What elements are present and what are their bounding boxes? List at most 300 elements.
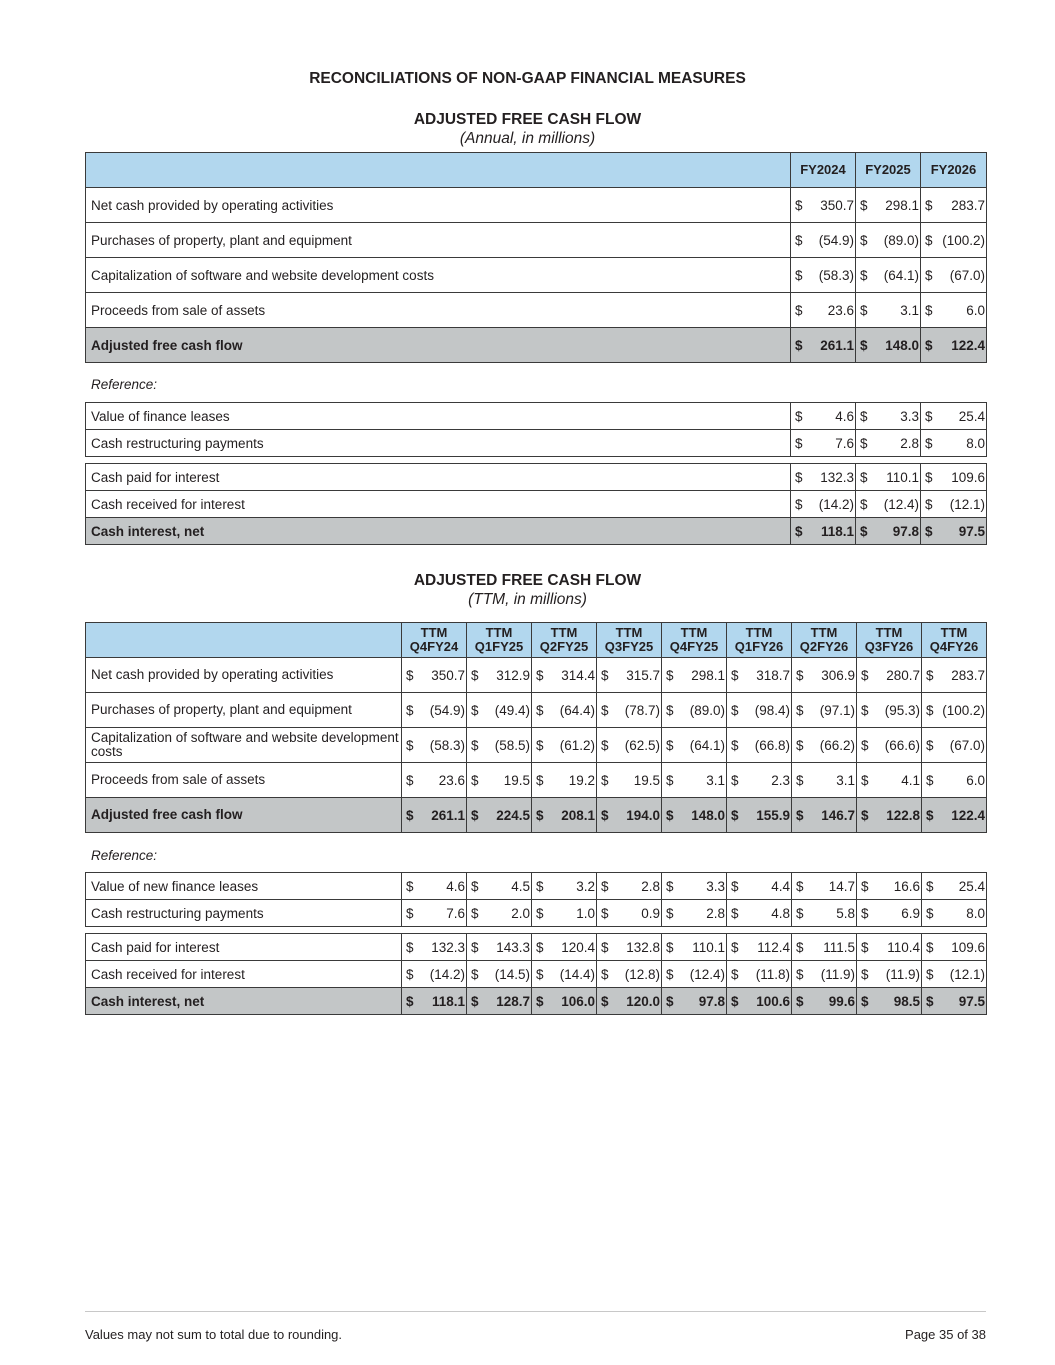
cell-value: 14.7 (828, 878, 855, 894)
value-cell-content (597, 940, 661, 955)
cell-value: 122.8 (886, 807, 920, 823)
value-cell-content (532, 773, 596, 788)
value-cell-content (402, 994, 466, 1009)
cell-value: 1.0 (576, 905, 595, 921)
cell-value: 155.9 (756, 807, 790, 823)
currency-symbol: $ (536, 702, 544, 718)
value-cell (467, 988, 532, 1015)
row-label: Adjusted free cash flow (86, 328, 791, 363)
value-cell-content (856, 268, 920, 283)
row-label: Adjusted free cash flow (86, 798, 402, 833)
ttm-reference-label: Reference: (91, 848, 158, 863)
currency-symbol: $ (731, 772, 739, 788)
value-cell-content (402, 906, 466, 921)
value-cell-content (791, 436, 855, 451)
value-cell-content (857, 773, 921, 788)
value-cell-content (532, 808, 596, 823)
currency-symbol: $ (926, 807, 934, 823)
row-label: Cash paid for interest (86, 934, 402, 961)
value-cell (662, 934, 727, 961)
annual-interest-table (85, 463, 987, 545)
value-cell-content (856, 524, 920, 539)
table-row (86, 464, 987, 491)
row-label: Capitalization of software and website development costs (86, 258, 791, 293)
currency-symbol: $ (795, 302, 803, 318)
column-header-line2: Q3FY25 (604, 639, 654, 654)
value-cell (922, 728, 987, 763)
table-row (86, 658, 987, 693)
cell-value: (12.4) (689, 966, 725, 982)
column-header-line2: Q1FY25 (474, 639, 524, 654)
value-cell (791, 403, 856, 430)
value-cell-content (532, 703, 596, 718)
value-cell (662, 961, 727, 988)
cell-value: 25.4 (958, 408, 985, 424)
cell-value: (58.3) (818, 267, 854, 283)
cell-value: (100.2) (942, 232, 985, 248)
table-row (86, 188, 987, 223)
currency-symbol: $ (796, 966, 804, 982)
currency-symbol: $ (861, 993, 869, 1009)
value-cell (597, 658, 662, 693)
value-cell (921, 430, 987, 457)
column-header-line2: Q4FY26 (929, 639, 979, 654)
value-cell (857, 763, 922, 798)
cell-value: 148.0 (691, 807, 725, 823)
cell-value: 2.8 (706, 905, 725, 921)
value-cell-content (792, 738, 856, 753)
currency-symbol: $ (860, 337, 868, 353)
value-cell-content (597, 738, 661, 753)
cell-value: (100.2) (942, 702, 985, 718)
cell-value: 97.5 (958, 993, 985, 1009)
currency-symbol: $ (860, 408, 868, 424)
cell-value: 306.9 (821, 667, 855, 683)
cell-value: (66.2) (819, 737, 855, 753)
value-cell (402, 961, 467, 988)
column-header (402, 623, 467, 658)
value-cell-content (532, 738, 596, 753)
footer-page-number: Page 35 of 38 (905, 1327, 986, 1342)
value-cell (922, 934, 987, 961)
table-row (86, 873, 987, 900)
currency-symbol: $ (666, 737, 674, 753)
value-cell (597, 728, 662, 763)
value-cell-content (921, 303, 986, 318)
value-cell (532, 728, 597, 763)
value-cell-content (856, 303, 920, 318)
cell-value: 298.1 (691, 667, 725, 683)
currency-symbol: $ (926, 939, 934, 955)
currency-symbol: $ (731, 939, 739, 955)
currency-symbol: $ (926, 667, 934, 683)
cell-value: 0.9 (641, 905, 660, 921)
value-cell-content (857, 940, 921, 955)
cell-value: 3.1 (836, 772, 855, 788)
currency-symbol: $ (925, 523, 933, 539)
value-cell-content (532, 994, 596, 1009)
value-cell-content (597, 808, 661, 823)
value-cell (662, 798, 727, 833)
value-cell-content (467, 906, 531, 921)
table-row (86, 693, 987, 728)
value-cell-content (856, 497, 920, 512)
column-header-line2: Q2FY26 (799, 639, 849, 654)
value-cell (856, 464, 921, 491)
value-cell-content (922, 906, 986, 921)
value-cell (532, 658, 597, 693)
value-cell (597, 763, 662, 798)
value-cell-content (921, 497, 986, 512)
currency-symbol: $ (471, 807, 479, 823)
currency-symbol: $ (406, 966, 414, 982)
currency-symbol: $ (926, 737, 934, 753)
value-cell-content (532, 940, 596, 955)
value-cell-content (727, 940, 791, 955)
value-cell (856, 328, 921, 363)
currency-symbol: $ (471, 905, 479, 921)
value-cell (921, 293, 987, 328)
value-cell (597, 693, 662, 728)
table-row (86, 763, 987, 798)
cell-value: 128.7 (496, 993, 530, 1009)
row-label: Net cash provided by operating activities (86, 658, 402, 693)
value-cell-content (662, 738, 726, 753)
cell-value: 312.9 (496, 667, 530, 683)
column-header (727, 623, 792, 658)
value-cell-content (856, 436, 920, 451)
cell-value: 23.6 (827, 302, 854, 318)
currency-symbol: $ (795, 496, 803, 512)
value-cell (402, 798, 467, 833)
currency-symbol: $ (796, 772, 804, 788)
value-cell (922, 798, 987, 833)
currency-symbol: $ (406, 878, 414, 894)
currency-symbol: $ (926, 966, 934, 982)
value-cell-content (467, 668, 531, 683)
header-row (86, 153, 987, 188)
value-cell-content (921, 233, 986, 248)
currency-symbol: $ (666, 702, 674, 718)
cell-value: 4.6 (835, 408, 854, 424)
currency-symbol: $ (731, 807, 739, 823)
value-cell-content (857, 906, 921, 921)
value-cell-content (791, 233, 855, 248)
cell-value: 318.7 (756, 667, 790, 683)
value-cell (662, 873, 727, 900)
currency-symbol: $ (795, 523, 803, 539)
value-cell-content (402, 668, 466, 683)
currency-symbol: $ (471, 993, 479, 1009)
value-cell (857, 693, 922, 728)
table-row (86, 961, 987, 988)
value-cell (597, 798, 662, 833)
cell-value: 4.4 (771, 878, 790, 894)
table-row (86, 223, 987, 258)
row-label: Purchases of property, plant and equipment (86, 223, 791, 258)
currency-symbol: $ (406, 993, 414, 1009)
value-cell-content (727, 994, 791, 1009)
currency-symbol: $ (471, 966, 479, 982)
currency-symbol: $ (536, 807, 544, 823)
cell-value: 143.3 (496, 939, 530, 955)
value-cell (922, 961, 987, 988)
currency-symbol: $ (860, 469, 868, 485)
currency-symbol: $ (601, 905, 609, 921)
currency-symbol: $ (731, 993, 739, 1009)
row-label: Capitalization of software and website development costs (86, 728, 402, 763)
value-cell (727, 763, 792, 798)
currency-symbol: $ (795, 197, 803, 213)
value-cell (921, 223, 987, 258)
column-header-line1: TTM (550, 625, 578, 640)
currency-symbol: $ (860, 302, 868, 318)
cell-value: (12.8) (624, 966, 660, 982)
currency-symbol: $ (471, 939, 479, 955)
cell-value: 118.1 (820, 523, 854, 539)
cell-value: 6.0 (966, 302, 985, 318)
currency-symbol: $ (406, 667, 414, 683)
value-cell-content (532, 967, 596, 982)
value-cell (856, 293, 921, 328)
value-cell (662, 728, 727, 763)
value-cell-content (662, 808, 726, 823)
value-cell (727, 658, 792, 693)
value-cell (921, 491, 987, 518)
value-cell-content (856, 470, 920, 485)
currency-symbol: $ (406, 702, 414, 718)
value-cell (402, 693, 467, 728)
currency-symbol: $ (795, 232, 803, 248)
cell-value: (49.4) (494, 702, 530, 718)
currency-symbol: $ (666, 807, 674, 823)
column-header-line1: TTM (810, 625, 838, 640)
value-cell (791, 464, 856, 491)
value-cell (597, 988, 662, 1015)
currency-symbol: $ (471, 878, 479, 894)
value-cell (727, 728, 792, 763)
footer-rounding-note: Values may not sum to total due to rounding. (85, 1327, 343, 1342)
cell-value: (12.1) (949, 496, 985, 512)
value-cell-content (922, 967, 986, 982)
value-cell-content (662, 668, 726, 683)
ttm-reference-table (85, 872, 987, 927)
value-cell-content (402, 808, 466, 823)
cell-value: (14.4) (559, 966, 595, 982)
value-cell-content (857, 879, 921, 894)
value-cell (856, 403, 921, 430)
value-cell (597, 934, 662, 961)
cell-value: 3.1 (706, 772, 725, 788)
cell-value: 2.8 (641, 878, 660, 894)
value-cell (662, 988, 727, 1015)
currency-symbol: $ (925, 232, 933, 248)
row-label: Proceeds from sale of assets (86, 293, 791, 328)
cell-value: (14.5) (494, 966, 530, 982)
value-cell (921, 188, 987, 223)
value-cell-content (402, 703, 466, 718)
value-cell (467, 873, 532, 900)
currency-symbol: $ (796, 939, 804, 955)
currency-symbol: $ (796, 993, 804, 1009)
currency-symbol: $ (861, 667, 869, 683)
row-label: Purchases of property, plant and equipment (86, 693, 402, 728)
value-cell (791, 293, 856, 328)
value-cell (402, 900, 467, 927)
value-cell-content (792, 940, 856, 955)
value-cell-content (921, 409, 986, 424)
currency-symbol: $ (536, 772, 544, 788)
currency-symbol: $ (925, 197, 933, 213)
currency-symbol: $ (795, 408, 803, 424)
value-cell-content (727, 773, 791, 788)
value-cell (857, 961, 922, 988)
value-cell-content (727, 879, 791, 894)
currency-symbol: $ (860, 232, 868, 248)
cell-value: 19.5 (503, 772, 530, 788)
value-cell (467, 934, 532, 961)
value-cell-content (727, 808, 791, 823)
currency-symbol: $ (731, 737, 739, 753)
annual-subtitle: (Annual, in millions) (459, 130, 596, 147)
value-cell-content (402, 879, 466, 894)
currency-symbol: $ (406, 807, 414, 823)
value-cell-content (662, 967, 726, 982)
value-cell (467, 728, 532, 763)
value-cell (857, 728, 922, 763)
cell-value: (61.2) (559, 737, 595, 753)
currency-symbol: $ (795, 337, 803, 353)
value-cell-content (922, 773, 986, 788)
table-row (86, 430, 987, 457)
cell-value: 8.0 (966, 905, 985, 921)
value-cell-content (467, 773, 531, 788)
value-cell (597, 873, 662, 900)
value-cell-content (791, 338, 855, 353)
value-cell (532, 934, 597, 961)
cell-value: 110.4 (887, 939, 920, 955)
cell-value: 118.1 (431, 993, 465, 1009)
value-cell (402, 934, 467, 961)
currency-symbol: $ (536, 878, 544, 894)
cell-value: 4.5 (511, 878, 530, 894)
cell-value: 2.0 (511, 905, 530, 921)
currency-symbol: $ (666, 993, 674, 1009)
value-cell-content (597, 967, 661, 982)
value-cell-content (792, 906, 856, 921)
currency-symbol: $ (406, 772, 414, 788)
row-label: Value of new finance leases (86, 873, 402, 900)
row-label: Cash interest, net (86, 988, 402, 1015)
currency-symbol: $ (601, 878, 609, 894)
value-cell (662, 658, 727, 693)
value-cell-content (792, 879, 856, 894)
footer-divider (85, 1311, 986, 1312)
currency-symbol: $ (926, 905, 934, 921)
currency-symbol: $ (731, 667, 739, 683)
header-blank (86, 623, 402, 658)
currency-symbol: $ (601, 772, 609, 788)
value-cell-content (856, 233, 920, 248)
cell-value: (98.4) (754, 702, 790, 718)
currency-symbol: $ (861, 966, 869, 982)
value-cell-content (857, 967, 921, 982)
currency-symbol: $ (666, 939, 674, 955)
value-cell (532, 798, 597, 833)
cell-value: 132.8 (626, 939, 660, 955)
value-cell (922, 900, 987, 927)
value-cell (532, 693, 597, 728)
currency-symbol: $ (861, 807, 869, 823)
currency-symbol: $ (471, 737, 479, 753)
value-cell-content (857, 703, 921, 718)
cell-value: 111.5 (823, 939, 855, 955)
currency-symbol: $ (406, 939, 414, 955)
column-header-line2: Q1FY26 (734, 639, 784, 654)
cell-value: 224.5 (496, 807, 530, 823)
cell-value: 148.0 (885, 337, 919, 353)
currency-symbol: $ (666, 667, 674, 683)
value-cell-content (857, 668, 921, 683)
value-cell (922, 658, 987, 693)
column-header-line1: TTM (940, 625, 968, 640)
cell-value: 112.4 (757, 939, 790, 955)
value-cell-content (922, 994, 986, 1009)
value-cell (467, 961, 532, 988)
currency-symbol: $ (861, 939, 869, 955)
column-header (792, 623, 857, 658)
column-header: FY2024 (791, 153, 856, 188)
table-row (86, 293, 987, 328)
column-header-line2: Q3FY26 (864, 639, 914, 654)
value-cell (532, 763, 597, 798)
cell-value: 110.1 (692, 939, 725, 955)
ttm-fcf-table (85, 622, 987, 833)
value-cell (856, 518, 921, 545)
column-header-line1: TTM (420, 625, 448, 640)
value-cell (727, 988, 792, 1015)
currency-symbol: $ (925, 469, 933, 485)
currency-symbol: $ (795, 267, 803, 283)
column-header (597, 623, 662, 658)
cell-value: (89.0) (883, 232, 919, 248)
cell-value: 261.1 (820, 337, 854, 353)
annual-reference-label: Reference: (91, 377, 158, 392)
value-cell (791, 223, 856, 258)
value-cell-content (402, 738, 466, 753)
currency-symbol: $ (536, 993, 544, 1009)
currency-symbol: $ (861, 702, 869, 718)
currency-symbol: $ (925, 496, 933, 512)
value-cell-content (856, 198, 920, 213)
row-label: Net cash provided by operating activities (86, 188, 791, 223)
cell-value: 6.9 (901, 905, 920, 921)
currency-symbol: $ (666, 772, 674, 788)
value-cell-content (921, 436, 986, 451)
value-cell-content (791, 470, 855, 485)
value-cell (921, 258, 987, 293)
value-cell-content (792, 703, 856, 718)
column-header-line2: Q4FY24 (409, 639, 459, 654)
value-cell (791, 491, 856, 518)
row-label: Proceeds from sale of assets (86, 763, 402, 798)
value-cell (856, 188, 921, 223)
currency-symbol: $ (861, 878, 869, 894)
currency-symbol: $ (795, 435, 803, 451)
currency-symbol: $ (926, 993, 934, 1009)
cell-value: (97.1) (819, 702, 855, 718)
cell-value: (95.3) (884, 702, 920, 718)
